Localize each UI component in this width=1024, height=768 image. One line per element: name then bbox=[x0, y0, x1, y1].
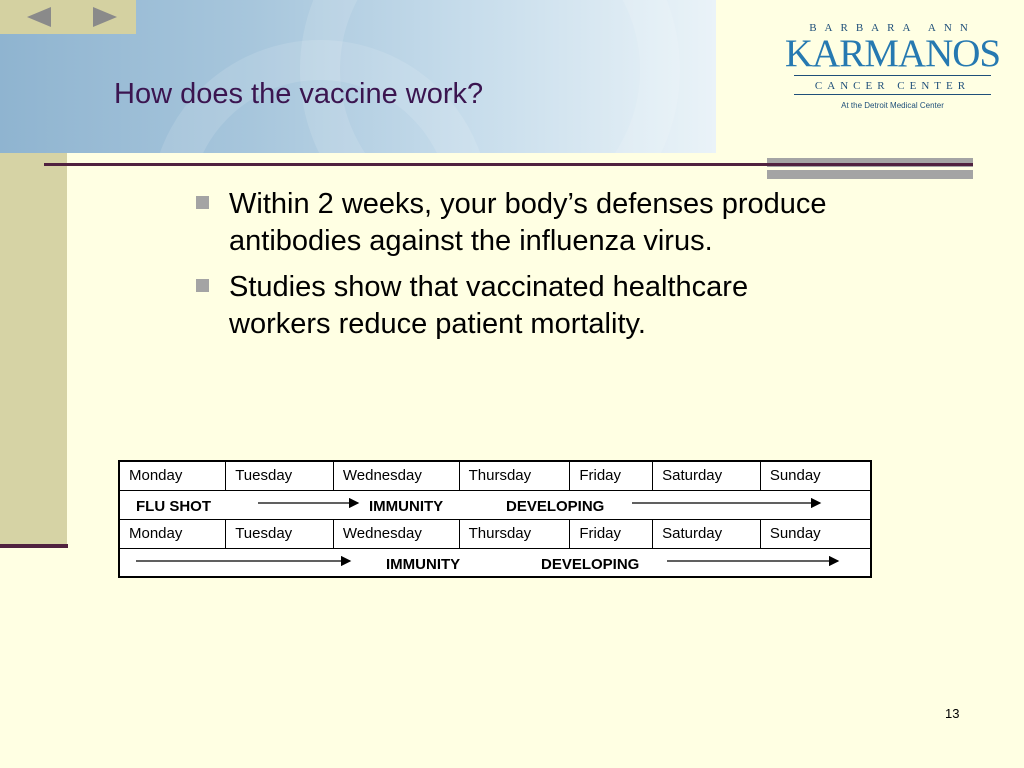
day-cell: Sunday bbox=[760, 461, 871, 490]
logo-line-1: BARBARA ANN bbox=[809, 22, 976, 34]
page-number: 13 bbox=[945, 706, 960, 721]
timeline-arrows bbox=[120, 491, 870, 521]
slide-navigation bbox=[0, 0, 136, 34]
bullet-item bbox=[190, 186, 830, 260]
timeline-arrow-cell bbox=[119, 490, 871, 519]
logo-wordmark: KARMANOS bbox=[784, 32, 1001, 75]
bullet-text: Studies show that vaccinated healthcare workers reduce patient mortality. bbox=[229, 271, 749, 340]
day-cell: Tuesday bbox=[226, 519, 334, 548]
developing-label: DEVELOPING bbox=[506, 497, 605, 515]
developing-label: DEVELOPING bbox=[541, 555, 640, 573]
bullet-square-icon bbox=[196, 196, 209, 209]
week1-days-row bbox=[119, 461, 871, 490]
day-cell: Saturday bbox=[653, 519, 761, 548]
day-cell: Wednesday bbox=[333, 519, 459, 548]
decor-grey-bar-bottom bbox=[767, 170, 973, 179]
bullet-square-icon bbox=[196, 279, 209, 292]
logo-line-3: CANCER CENTER bbox=[814, 80, 971, 92]
triangle-left-icon bbox=[25, 6, 53, 28]
logo-rule bbox=[794, 75, 991, 76]
slide-title: How does the vaccine work? bbox=[114, 78, 484, 110]
week1-arrow-row bbox=[119, 490, 871, 519]
day-cell: Monday bbox=[119, 461, 226, 490]
immunity-label: IMMUNITY bbox=[369, 497, 444, 515]
vaccine-timeline-table bbox=[118, 460, 872, 578]
day-cell: Thursday bbox=[459, 461, 570, 490]
logo-line-4: At the Detroit Medical Center bbox=[841, 101, 944, 110]
week2-days-row bbox=[119, 519, 871, 548]
logo-rule-2 bbox=[794, 94, 991, 95]
timeline-arrow-cell bbox=[119, 548, 871, 577]
bullet-text: Within 2 weeks, your body’s defenses produce antibodies against the influenza virus. bbox=[229, 188, 827, 257]
day-cell: Saturday bbox=[653, 461, 761, 490]
day-cell: Thursday bbox=[459, 519, 570, 548]
week2-arrow-row bbox=[119, 548, 871, 577]
immunity-label: IMMUNITY bbox=[386, 555, 461, 573]
title-divider bbox=[44, 163, 973, 166]
prev-slide-button[interactable] bbox=[14, 0, 64, 34]
karmanos-logo bbox=[780, 22, 1005, 110]
flu-shot-label: FLU SHOT bbox=[136, 497, 211, 515]
bullet-item bbox=[190, 269, 830, 343]
day-cell: Friday bbox=[570, 461, 653, 490]
day-cell: Tuesday bbox=[226, 461, 334, 490]
bullet-list bbox=[190, 186, 830, 352]
left-decor-bar bbox=[0, 544, 68, 548]
next-slide-button[interactable] bbox=[80, 0, 130, 34]
day-cell: Wednesday bbox=[333, 461, 459, 490]
day-cell: Monday bbox=[119, 519, 226, 548]
triangle-right-icon bbox=[91, 6, 119, 28]
day-cell: Sunday bbox=[760, 519, 871, 548]
timeline-arrows bbox=[120, 549, 870, 579]
day-cell: Friday bbox=[570, 519, 653, 548]
